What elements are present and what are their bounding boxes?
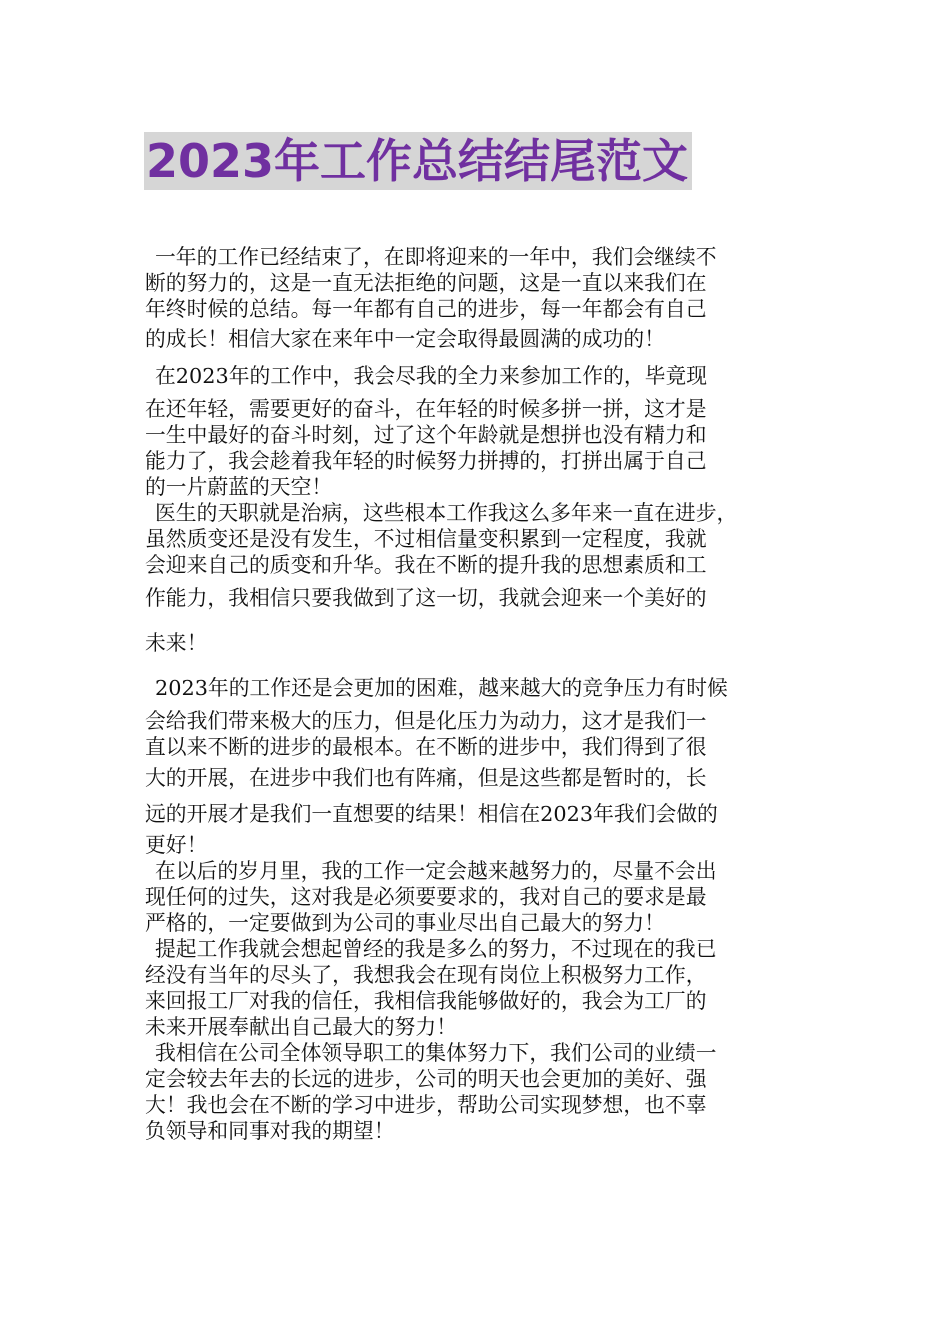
text-line: 未来！: [145, 631, 208, 655]
text-line: 在以后的岁月里，我的工作一定会越来越努力的，尽量不会出: [155, 859, 717, 883]
text-line: 大！我也会在不断的学习中进步，帮助公司实现梦想，也不辜: [145, 1093, 707, 1117]
text-line: 2023年的工作还是会更加的困难，越来越大的竞争压力有时候: [155, 676, 728, 700]
text-line: 作能力，我相信只要我做到了这一切，我就会迎来一个美好的: [145, 586, 707, 610]
document-title: 2023年工作总结结尾范文: [144, 132, 692, 190]
text-line: 断的努力的，这是一直无法拒绝的问题，这是一直以来我们在: [145, 271, 707, 295]
text-line: 一生中最好的奋斗时刻，过了这个年龄就是想拼也没有精力和: [145, 423, 707, 447]
text-line: 能力了，我会趁着我年轻的时候努力拼搏的，打拼出属于自己: [145, 449, 707, 473]
document-body: [145, 244, 807, 1144]
text-line: 一年的工作已经结束了，在即将迎来的一年中，我们会继续不: [155, 245, 717, 269]
text-line: 年终时候的总结。每一年都有自己的进步，每一年都会有自己: [145, 297, 707, 321]
text-line: 远的开展才是我们一直想要的结果！相信在2023年我们会做的: [145, 802, 718, 826]
text-line: 定会较去年去的长远的进步，公司的明天也会更加的美好、强: [145, 1067, 707, 1091]
text-line: 医生的天职就是治病，这些根本工作我这么多年来一直在进步，: [155, 501, 738, 525]
text-line: 在还年轻，需要更好的奋斗，在年轻的时候多拼一拼，这才是: [145, 397, 707, 421]
text-line: 更好！: [145, 833, 208, 857]
text-line: 严格的，一定要做到为公司的事业尽出自己最大的努力！: [145, 911, 665, 935]
text-line: 我相信在公司全体领导职工的集体努力下，我们公司的业绩一: [155, 1041, 717, 1065]
text-line: 来回报工厂对我的信任，我相信我能够做好的，我会为工厂的: [145, 989, 707, 1013]
text-line: 大的开展，在进步中我们也有阵痛，但是这些都是暂时的，长: [145, 766, 707, 790]
text-line: 现任何的过失，这对我是必须要要求的，我对自己的要求是最: [145, 885, 707, 909]
text-line: 在2023年的工作中，我会尽我的全力来参加工作的，毕竟现: [155, 364, 708, 388]
text-line: 未来开展奉献出自己最大的努力！: [145, 1015, 457, 1039]
text-line: 直以来不断的进步的最根本。在不断的进步中，我们得到了很: [145, 735, 707, 759]
text-line: 的一片蔚蓝的天空！: [145, 475, 333, 499]
text-line: 会给我们带来极大的压力，但是化压力为动力，这才是我们一: [145, 709, 707, 733]
text-line: 的成长！相信大家在来年中一定会取得最圆满的成功的！: [145, 327, 665, 351]
text-line: 虽然质变还是没有发生，不过相信量变积累到一定程度，我就: [145, 527, 707, 551]
text-line: 提起工作我就会想起曾经的我是多么的努力，不过现在的我已: [155, 937, 717, 961]
text-line: 经没有当年的尽头了，我想我会在现有岗位上积极努力工作，: [145, 963, 707, 987]
text-line: 负领导和同事对我的期望！: [145, 1119, 395, 1143]
text-line: 会迎来自己的质变和升华。我在不断的提升我的思想素质和工: [145, 553, 707, 577]
